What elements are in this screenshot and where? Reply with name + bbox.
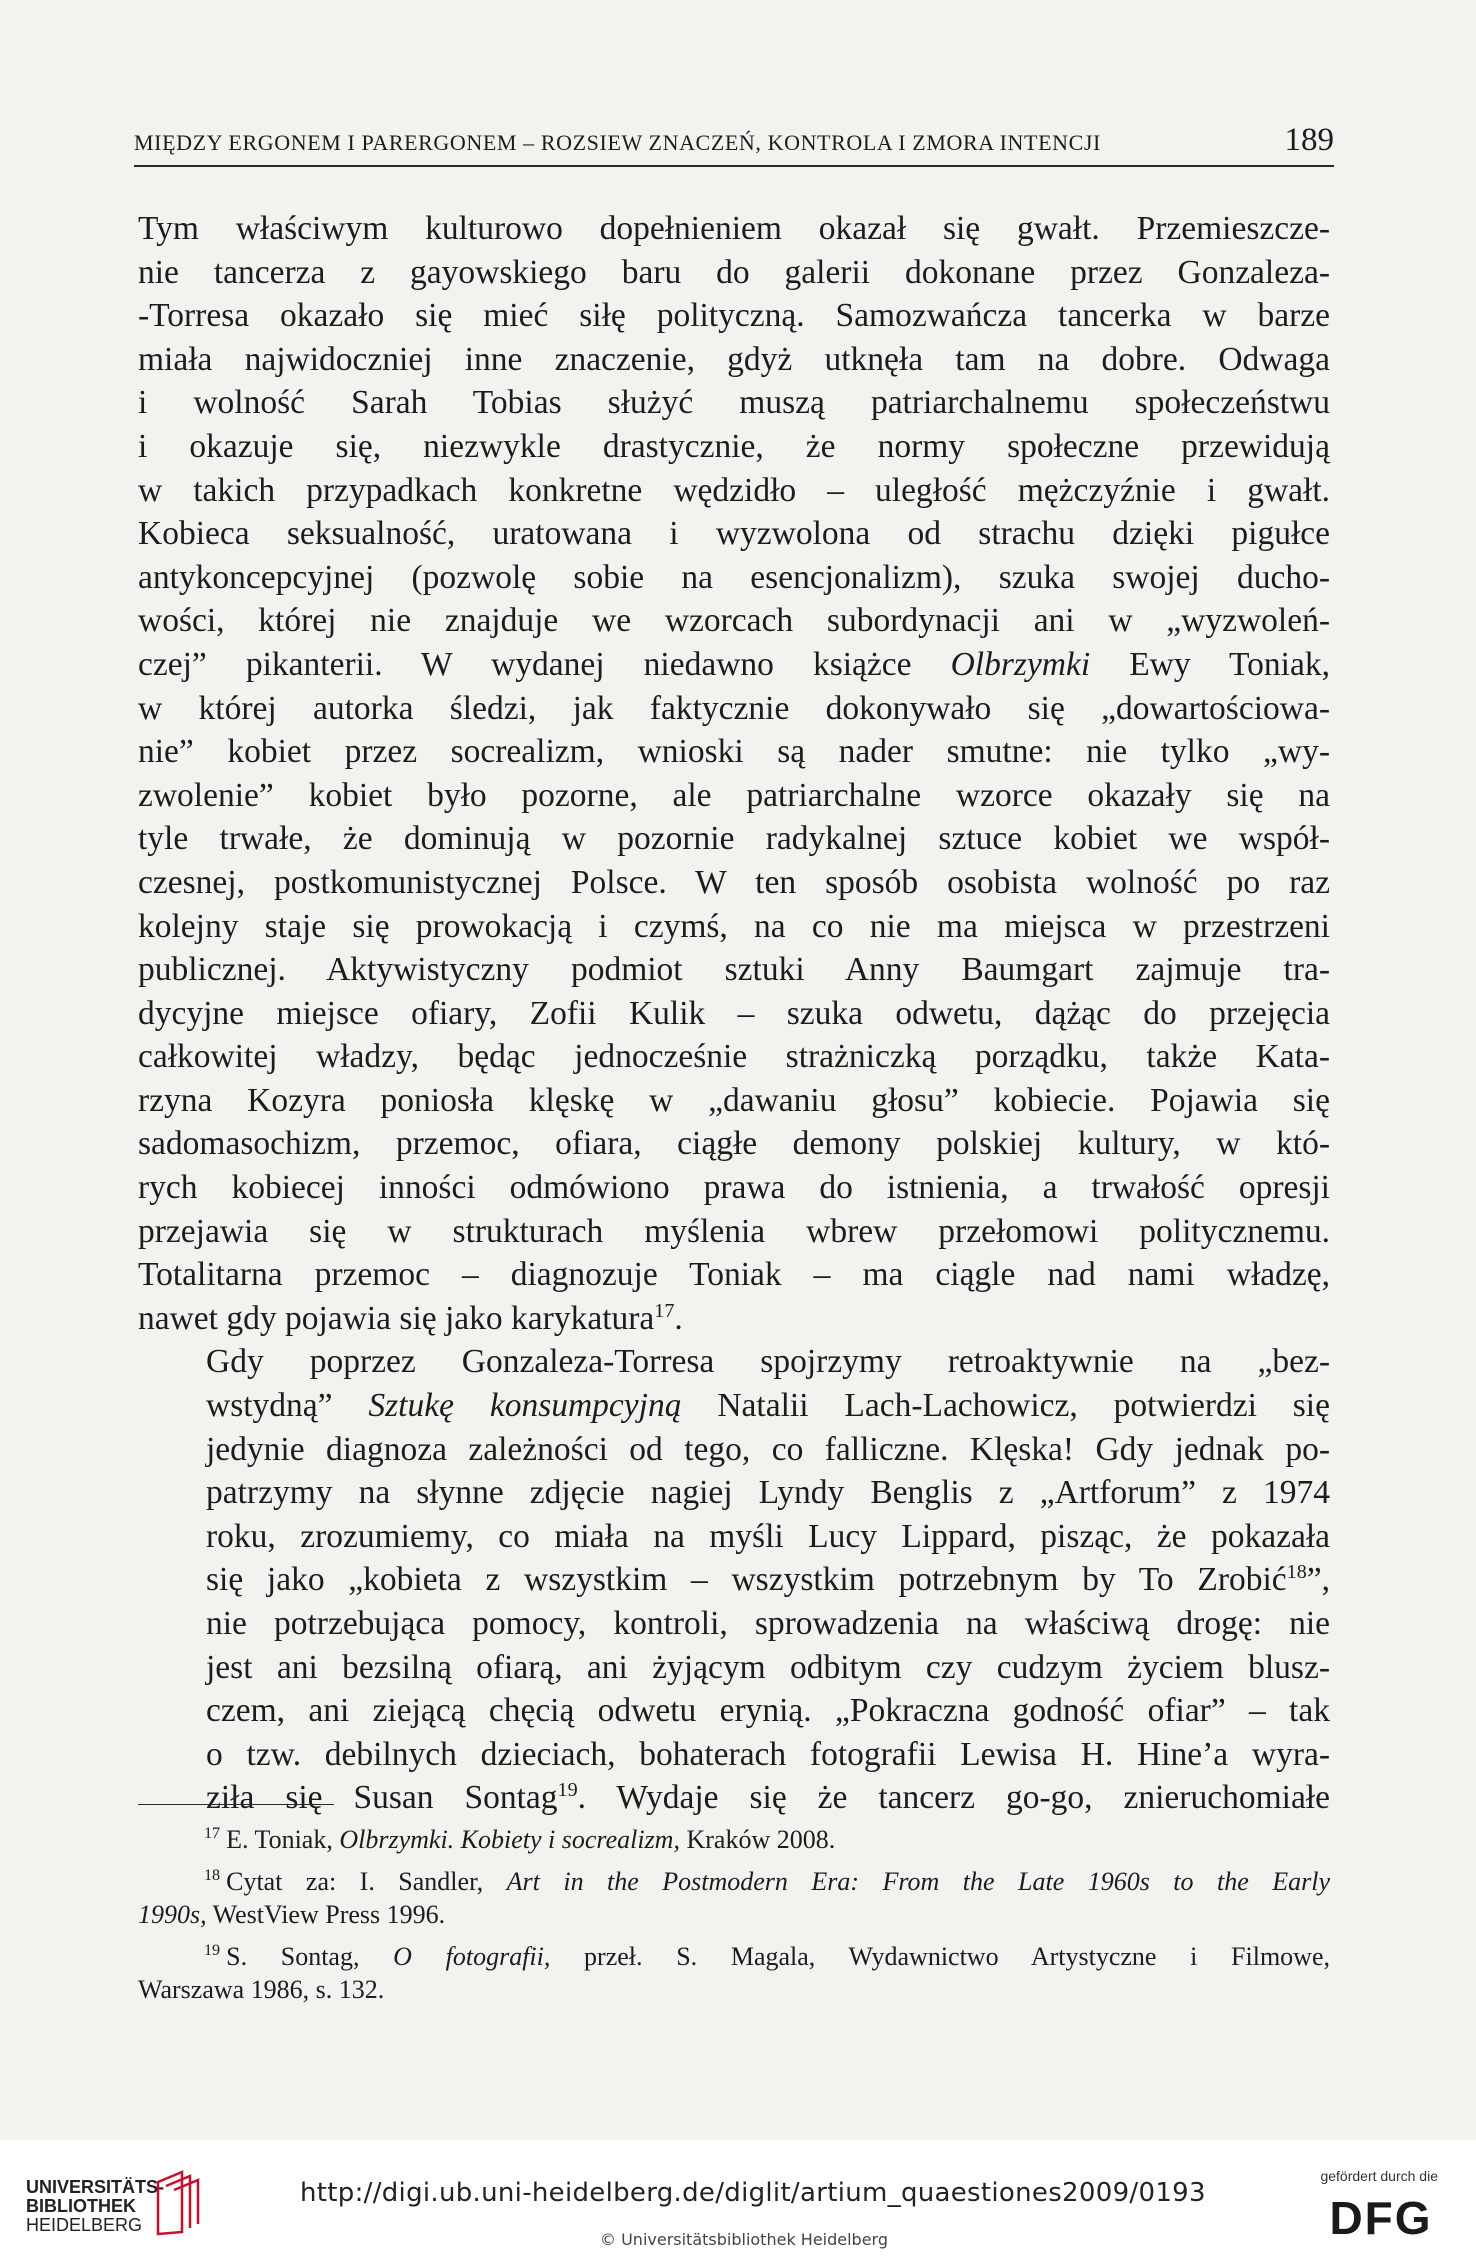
digitization-footer bbox=[0, 2140, 1476, 2259]
text-line: tyle trwałe, że dominują w pozornie radykalnej sztuce kobiet we współ- bbox=[138, 820, 1330, 858]
text-run: . bbox=[674, 1299, 683, 1337]
footnote-17 bbox=[138, 1823, 1330, 1857]
text-line: Totalitarna przemoc – diagnozuje Toniak – ma ciągle nad nami władzę, bbox=[138, 1256, 1330, 1294]
text-line bbox=[138, 643, 1330, 687]
running-header bbox=[134, 122, 1334, 167]
text-run: przeł. S. Magala, Wydawnictwo Artystyczne i Filmowe, bbox=[550, 1941, 1330, 1971]
text-line: w której autorka śledzi, jak faktycznie dokonywało się „dowartościowa- bbox=[138, 689, 1330, 727]
text-line: nie” kobiet przez socrealizm, wnioski są nader smutne: nie tylko „wy- bbox=[138, 733, 1330, 771]
text-line: kolejny staje się prowokacją i czymś, na co nie ma miejsca w przestrzeni bbox=[138, 907, 1330, 945]
library-logo-icon bbox=[152, 2168, 204, 2238]
text-line: dycyjne miejsce ofiary, Zofii Kulik – szuka odwetu, dążąc do przejęcia bbox=[138, 994, 1330, 1032]
text-line: Tym właściwym kulturowo dopełnieniem okazał się gwałt. Przemieszcze- bbox=[138, 210, 1330, 247]
book-title-olbrzymki: Olbrzymki bbox=[950, 645, 1091, 683]
text-run: Kraków 2008. bbox=[679, 1825, 836, 1854]
library-line-3: HEIDELBERG bbox=[26, 2215, 143, 2235]
text-line: Kobieca seksualność, uratowana i wyzwolona od strachu dzięki pigułce bbox=[138, 515, 1330, 553]
text-line bbox=[138, 1297, 1330, 1341]
text-line: wości, której nie znajduje we wzorcach subordynacji ani w „wyzwoleń- bbox=[138, 602, 1330, 640]
text-run: E. Toniak, bbox=[226, 1825, 340, 1854]
artwork-title-sztuke: Sztukę konsumpcyjną bbox=[368, 1387, 682, 1425]
text-run: wstydną” bbox=[206, 1387, 369, 1425]
text-run: się jako „kobieta z wszystkim – wszystkim potrzebnym by To Zrobić bbox=[206, 1561, 1287, 1599]
text-line: jedynie diagnoza zależności od tego, co falliczne. Klęska! Gdy jednak po- bbox=[206, 1430, 1330, 1468]
text-line: o tzw. debilnych dzieciach, bohaterach fotografii Lewisa H. Hine’a wyra- bbox=[206, 1735, 1330, 1773]
text-line: w takich przypadkach konkretne wędzidło – uległość mężczyźnie i gwałt. bbox=[138, 471, 1330, 509]
footnote-number: 17 bbox=[204, 1825, 221, 1843]
citation-title: 1990s, bbox=[138, 1900, 207, 1929]
text-line bbox=[138, 1384, 1330, 1428]
text-line: całkowitej władzy, będąc jednocześnie strażniczką porządku, także Kata- bbox=[138, 1038, 1330, 1076]
footnotes bbox=[138, 1823, 1330, 2007]
text-line: publicznej. Aktywistyczny podmiot sztuki Anny Baumgart zajmuje tra- bbox=[138, 951, 1330, 989]
text-line: nie tancerza z gayowskiego baru do galerii dokonane przez Gonzaleza- bbox=[138, 253, 1330, 291]
library-line-1: UNIVERSITÄTS- bbox=[26, 2177, 165, 2197]
footnote-line bbox=[138, 1940, 1330, 1974]
library-name bbox=[26, 2178, 164, 2235]
body-text bbox=[138, 207, 1330, 1820]
text-line: -Torresa okazało się mieć siłę polityczną. Samozwańcza tancerka w barze bbox=[138, 297, 1330, 335]
footnote-line: Warszawa 1986, s. 132. bbox=[138, 1975, 385, 2004]
text-line bbox=[138, 1558, 1330, 1602]
text-line: i wolność Sarah Tobias służyć muszą patriarchalnemu społeczeństwu bbox=[138, 384, 1330, 422]
text-line: sadomasochizm, przemoc, ofiara, ciągłe demony polskiej kultury, w któ- bbox=[138, 1125, 1330, 1163]
text-run: S. Sontag, bbox=[226, 1941, 394, 1971]
text-line: roku, zrozumiemy, co miała na myśli Lucy Lippard, pisząc, że pokazała bbox=[206, 1517, 1330, 1555]
footnote-line bbox=[138, 1898, 1330, 1932]
text-run: . Wydaje się że tancerz go-go, znieruchomiałe bbox=[577, 1779, 1330, 1817]
footnote-ref-19[interactable]: 19 bbox=[557, 1779, 578, 1802]
text-line: antykoncepcyjnej (pozwolę sobie na esencjonalizm), szuka swojej ducho- bbox=[138, 558, 1330, 596]
footnote-number: 18 bbox=[204, 1866, 221, 1884]
citation-title: Art in the Postmodern Era: From the Late 1960s to the Early bbox=[506, 1866, 1330, 1896]
text-run: Cytat za: I. Sandler, bbox=[226, 1866, 507, 1896]
footnote-18 bbox=[138, 1865, 1330, 1932]
text-line: zwolenie” kobiet było pozorne, ale patriarchalne wzorce okazały się na bbox=[138, 776, 1330, 814]
text-run: WestView Press 1996. bbox=[206, 1900, 446, 1929]
text-line: rych kobiecej inności odmówiono prawa do istnienia, a trwałość opresji bbox=[138, 1169, 1330, 1207]
text-line bbox=[138, 1776, 1330, 1820]
footnote-number: 19 bbox=[204, 1941, 221, 1959]
footnote-separator bbox=[138, 1804, 334, 1805]
text-line: Gdy poprzez Gonzaleza-Torresa spojrzymy retroaktywnie na „bez- bbox=[206, 1343, 1330, 1381]
text-line: jest ani bezsilną ofiarą, ani żyjącym odbitym czy cudzym życiem blusz- bbox=[206, 1648, 1330, 1686]
running-title: MIĘDZY ERGONEM I PARERGONEM – ROZSIEW ZNACZEŃ, KONTROLA I ZMORA INTENCJI bbox=[134, 130, 1101, 155]
text-line: i okazuje się, niezwykle drastycznie, że normy społeczne przewidują bbox=[138, 427, 1330, 465]
text-run: ziła się Susan Sontag bbox=[206, 1779, 558, 1817]
text-run: nawet gdy pojawia się jako karykatura bbox=[138, 1299, 655, 1337]
copyright-notice: © Universitätsbibliothek Heidelberg bbox=[600, 2230, 889, 2249]
text-run: czej” pikanterii. W wydanej niedawno książce bbox=[138, 645, 951, 683]
text-run: Ewy Toniak, bbox=[1090, 645, 1330, 683]
text-line: czesnej, postkomunistycznej Polsce. W ten sposób osobista wolność po raz bbox=[138, 863, 1330, 901]
footnote-line bbox=[138, 1823, 1330, 1857]
citation-title: O fotografii, bbox=[393, 1941, 551, 1971]
citation-title: Olbrzymki. Kobiety i socrealizm, bbox=[339, 1825, 680, 1854]
source-url-link[interactable]: http://digi.ub.uni-heidelberg.de/diglit/artium_quaestiones2009/0193 bbox=[300, 2178, 1206, 2208]
paragraph-2 bbox=[138, 1340, 1330, 1820]
funding-caption: gefördert durch die bbox=[1320, 2168, 1438, 2184]
footnote-19 bbox=[138, 1940, 1330, 2007]
footnote-ref-17[interactable]: 17 bbox=[654, 1299, 675, 1322]
dfg-logo-text: DFG bbox=[1329, 2192, 1433, 2240]
footnote-line bbox=[138, 1865, 1330, 1899]
text-line: miała najwidoczniej inne znaczenie, gdyż utknęła tam na dobre. Odwaga bbox=[138, 340, 1330, 378]
text-line: nie potrzebująca pomocy, kontroli, sprowadzenia na właściwą drogę: nie bbox=[206, 1605, 1330, 1642]
dfg-logo-icon bbox=[1316, 2192, 1446, 2240]
page-number: 189 bbox=[1284, 122, 1334, 158]
library-line-2: BIBLIOTHEK bbox=[26, 2196, 136, 2216]
text-run: Natalii Lach-Lachowicz, potwierdzi się bbox=[681, 1387, 1330, 1425]
paragraph-1 bbox=[138, 207, 1330, 1340]
text-line: czem, ani ziejącą chęcią odwetu erynią. „Pokraczna godność ofiar” – tak bbox=[206, 1692, 1330, 1730]
footnote-ref-18[interactable]: 18 bbox=[1286, 1561, 1307, 1584]
text-line: rzyna Kozyra poniosła klęskę w „dawaniu głosu” kobiecie. Pojawia się bbox=[138, 1081, 1330, 1119]
text-run: ”, bbox=[1306, 1561, 1330, 1599]
text-line: przejawia się w strukturach myślenia wbrew przełomowi politycznemu. bbox=[138, 1212, 1330, 1250]
text-line: patrzymy na słynne zdjęcie nagiej Lyndy Benglis z „Artforum” z 1974 bbox=[206, 1474, 1330, 1512]
